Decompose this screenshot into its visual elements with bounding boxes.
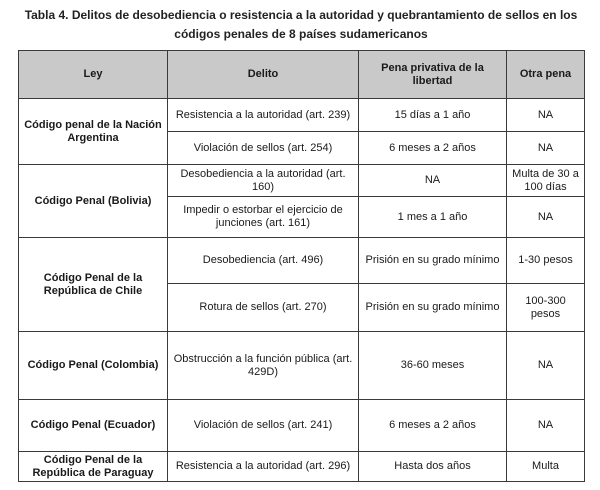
delito-cell: Resistencia a la autoridad (art. 296) — [168, 452, 359, 482]
otra-pena-cell: NA — [507, 332, 585, 400]
penal-codes-table — [18, 50, 585, 482]
ley-cell: Código Penal (Bolivia) — [19, 165, 168, 238]
ley-cell: Código Penal de la República de Chile — [19, 238, 168, 332]
ley-cell: Código Penal (Ecuador) — [19, 400, 168, 452]
ley-cell: Código Penal (Colombia) — [19, 332, 168, 400]
header-row — [19, 51, 585, 99]
ley-cell: Código Penal de la República de Paraguay — [19, 452, 168, 482]
table-row — [19, 165, 585, 197]
pena-cell: Hasta dos años — [359, 452, 507, 482]
caption-line-2: códigos penales de 8 países sudamericanos — [174, 27, 428, 41]
header-pena: Pena privativa de la libertad — [359, 51, 507, 99]
delito-cell: Resistencia a la autoridad (art. 239) — [168, 99, 359, 132]
delito-cell: Violación de sellos (art. 254) — [168, 132, 359, 165]
otra-pena-cell: NA — [507, 400, 585, 452]
delito-cell: Rotura de sellos (art. 270) — [168, 284, 359, 332]
header-ley: Ley — [19, 51, 168, 99]
otra-pena-cell: NA — [507, 197, 585, 238]
table-row — [19, 99, 585, 132]
pena-cell: 36-60 meses — [359, 332, 507, 400]
pena-cell: 6 meses a 2 años — [359, 132, 507, 165]
header-delito: Delito — [168, 51, 359, 99]
pena-cell: 15 días a 1 año — [359, 99, 507, 132]
otra-pena-cell: Multa — [507, 452, 585, 482]
table-row — [19, 238, 585, 284]
table-row — [19, 400, 585, 452]
otra-pena-cell: NA — [507, 132, 585, 165]
pena-cell: NA — [359, 165, 507, 197]
table-row — [19, 332, 585, 400]
pena-cell: Prisión en su grado mínimo — [359, 238, 507, 284]
delito-cell: Desobediencia a la autoridad (art. 160) — [168, 165, 359, 197]
delito-cell: Desobediencia (art. 496) — [168, 238, 359, 284]
caption-line-1: Tabla 4. Delitos de desobediencia o resistencia a la autoridad y quebrantamiento de sellos en los — [24, 8, 578, 22]
header-otra-pena: Otra pena — [507, 51, 585, 99]
pena-cell: 6 meses a 2 años — [359, 400, 507, 452]
otra-pena-cell: NA — [507, 99, 585, 132]
otra-pena-cell: 100-300 pesos — [507, 284, 585, 332]
pena-cell: Prisión en su grado mínimo — [359, 284, 507, 332]
otra-pena-cell: 1-30 pesos — [507, 238, 585, 284]
pena-cell: 1 mes a 1 año — [359, 197, 507, 238]
delito-cell: Violación de sellos (art. 241) — [168, 400, 359, 452]
delito-cell: Obstrucción a la función pública (art. 429D) — [168, 332, 359, 400]
table-row — [19, 452, 585, 482]
table-caption — [18, 6, 584, 44]
delito-cell: Impedir o estorbar el ejercicio de junciones (art. 161) — [168, 197, 359, 238]
otra-pena-cell: Multa de 30 a 100 días — [507, 165, 585, 197]
ley-cell: Código penal de la Nación Argentina — [19, 99, 168, 165]
